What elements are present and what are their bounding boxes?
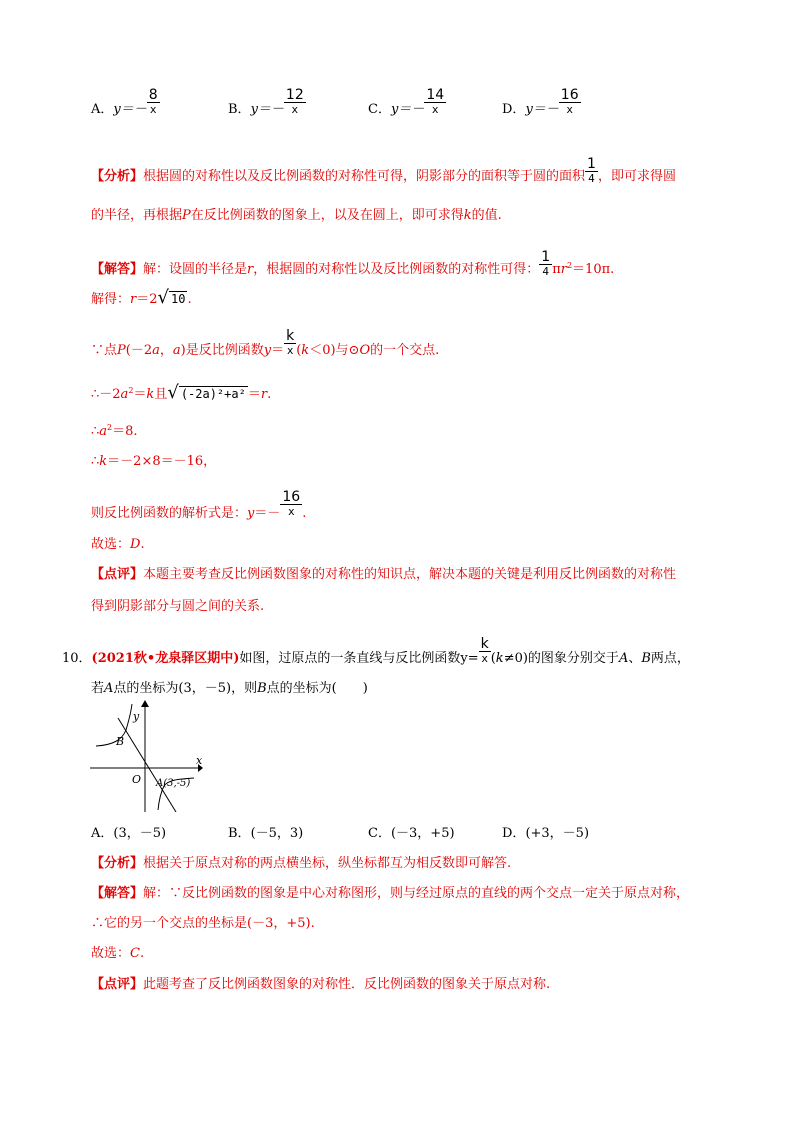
q10-source: (2021秋•龙泉驿区期中): [91, 651, 240, 666]
q10-option-d: D．(+3，－5): [502, 826, 590, 841]
q9-solution-line4: $\therefore-2a^2=k$且√ (-2a)²+a² ＝r.: [91, 382, 272, 403]
q10-stem-line2: 若A点的坐标为(3，－5)，则B点的坐标为( ): [91, 681, 368, 696]
label-b: B: [116, 735, 125, 748]
q10-choose: 故选：C.: [91, 946, 145, 961]
q9-solution-line6: ∴k＝－2×8＝－16，: [91, 454, 217, 469]
q9-solution-line1: 【解答】解：设圆的半径是r，根据圆的对称性以及反比例函数的对称性可得： $\frac{1}{4}$ $\pi r^2=10\pi$.: [91, 249, 615, 278]
q10-stem-line1: 10．(2021秋•龙泉驿区期中)如图，过原点的一条直线与反比例函数y= $\frac{k}{x}$ (k≠0)的图象分别交于A、B两点，: [62, 636, 690, 666]
q10-solution-line2: ∴它的另一个交点的坐标是(－3，+5).: [91, 916, 315, 931]
q10-option-c: C．(－3，+5): [368, 826, 455, 841]
hyperbola-branch-b: [96, 704, 132, 746]
q10-comment: 【点评】此题考查了反比例函数图象的对称性．反比例函数的图象关于原点对称.: [91, 977, 551, 992]
q9-solution-line3: ∵点P(－2a，a)是反比例函数y＝ $\frac{k}{x}$ (k＜0)与⊙O的一个交点.: [91, 328, 440, 358]
q10-option-a: A．(3，－5): [91, 826, 167, 841]
q9-option-b: B．y＝－ $\frac{12}{x}$: [228, 87, 304, 117]
q9-analysis-line1: 【分析】根据圆的对称性以及反比例函数的对称性可得，阴影部分的面积等于圆的面积 $\frac{1}{4}$ ，即可求得圆: [91, 156, 676, 185]
q9-comment-line2: 得到阴影部分与圆之间的关系.: [91, 599, 265, 614]
q9-option-d: D．y＝－ $\frac{16}{x}$: [502, 87, 579, 117]
q9-option-c: C．y＝－ $\frac{14}{x}$: [368, 87, 445, 117]
label-a: A(3,-5): [156, 778, 191, 789]
q9-choose: 故选：D.: [91, 537, 145, 552]
label-o: O: [132, 773, 142, 786]
q9-comment-line1: 【点评】本题主要考查反比例函数图象的对称性的知识点，解决本题的关键是利用反比例函数的对称性: [91, 567, 677, 582]
q10-number: 10．: [62, 651, 92, 666]
q9-analysis-line2: 的半径，再根据P在反比例函数的图象上，以及在圆上，即可求得k的值.: [91, 208, 502, 223]
q9-option-a: A．y＝－ $\frac{8}{x}$: [91, 87, 158, 117]
line-through-origin: [118, 718, 176, 812]
q10-option-b: B．(－5，3): [228, 826, 304, 841]
label-x: x: [196, 754, 203, 767]
q10-analysis: 【分析】根据关于原点对称的两点横坐标，纵坐标都互为相反数即可解答.: [91, 856, 512, 871]
q9-solution-line7: 则反比例函数的解析式是：y＝－ $\frac{16}{x}$ .: [91, 489, 307, 521]
q9-solution-line5: $\therefore a^2=8$.: [91, 423, 138, 439]
label-y: y: [133, 710, 140, 723]
q10-solution-line1: 【解答】解：∵反比例函数的图象是中心对称图形，则与经过原点的直线的两个交点一定关于原点对称，: [91, 886, 690, 901]
q10-figure: [88, 700, 203, 812]
q9-solution-line2: 解得：r＝2√ 10 .: [91, 287, 192, 308]
y-axis-arrow: [141, 700, 149, 707]
